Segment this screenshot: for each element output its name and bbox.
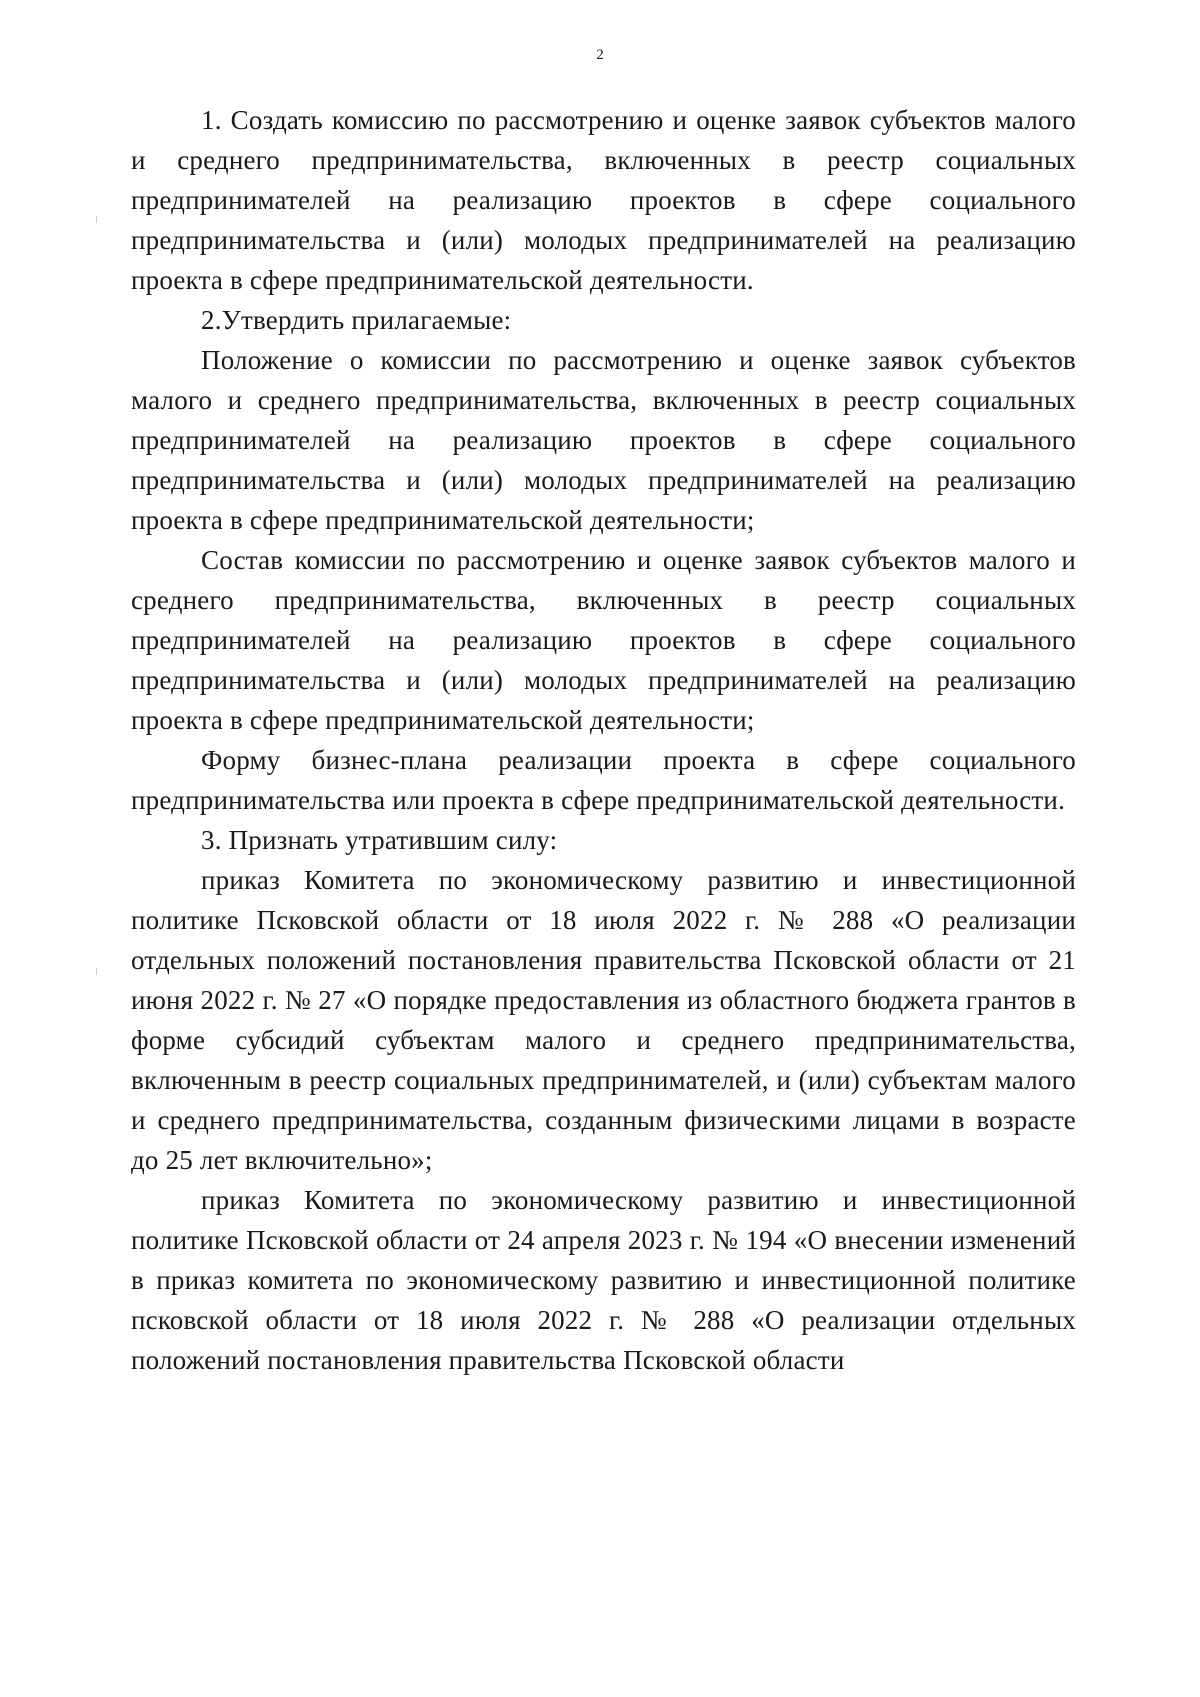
- paragraph-business-plan-form: Форму бизнес-плана реализации проекта в сфере социального предпринимательства или проекта в сфере предпринимательской деятельности.: [131, 745, 1076, 815]
- paragraph-composition: Состав комиссии по рассмотрению и оценке заявок субъектов малого и среднего предпринимательства, включенных в реестр социальных предпринимателей на реализацию проектов в сфере социального предпринимательства и (или) молодых предпринимателей на реализацию проекта в сфере предпринимательской деятельности;: [131, 545, 1076, 735]
- page-number: 2: [596, 47, 604, 63]
- paragraph-create-commission: 1. Создать комиссию по рассмотрению и оценке заявок субъектов малого и среднего предпринимательства, включенных в реестр социальных предпринимателей на реализацию проектов в сфере социального предпринимательства и (или) молодых предпринимателей на реализацию проекта в сфере предпринимательской деятельности.: [131, 105, 1076, 295]
- document-body: [131, 100, 1076, 1380]
- paragraph-repealed-order-2022: приказ Комитета по экономическому развитию и инвестиционной политике Псковской области от 18 июля 2022 г. № 288 «О реализации отдельных положений постановления правительства Псковской области от 21 июня 2022 г. № 27 «О порядке предоставления из областного бюджета грантов в форме субсидий субъектам малого и среднего предпринимательства, включенным в реестр социальных предпринимателей, и (или) субъектам малого и среднего предпринимательства, созданным физическими лицами в возрасте до 25 лет включительно»;: [131, 865, 1076, 1175]
- paragraph-approve-heading: 2.Утвердить прилагаемые:: [201, 305, 512, 335]
- scan-margin-mark: [96, 968, 97, 975]
- paragraph-repealed-order-2023: приказ Комитета по экономическому развитию и инвестиционной политике Псковской области от 24 апреля 2023 г. № 194 «О внесении изменений в приказ комитета по экономическому развитию и инвестиционной политике псковской области от 18 июля 2022 г. № 288 «О реализации отдельных положений постановления правительства Псковской области: [131, 1185, 1076, 1375]
- paragraph-repeal-heading: 3. Признать утратившим силу:: [201, 825, 558, 855]
- scan-margin-mark: [96, 216, 97, 223]
- paragraph-regulation: Положение о комиссии по рассмотрению и оценке заявок субъектов малого и среднего предпринимательства, включенных в реестр социальных предпринимателей на реализацию проектов в сфере социального предпринимательства и (или) молодых предпринимателей на реализацию проекта в сфере предпринимательской деятельности;: [131, 345, 1076, 535]
